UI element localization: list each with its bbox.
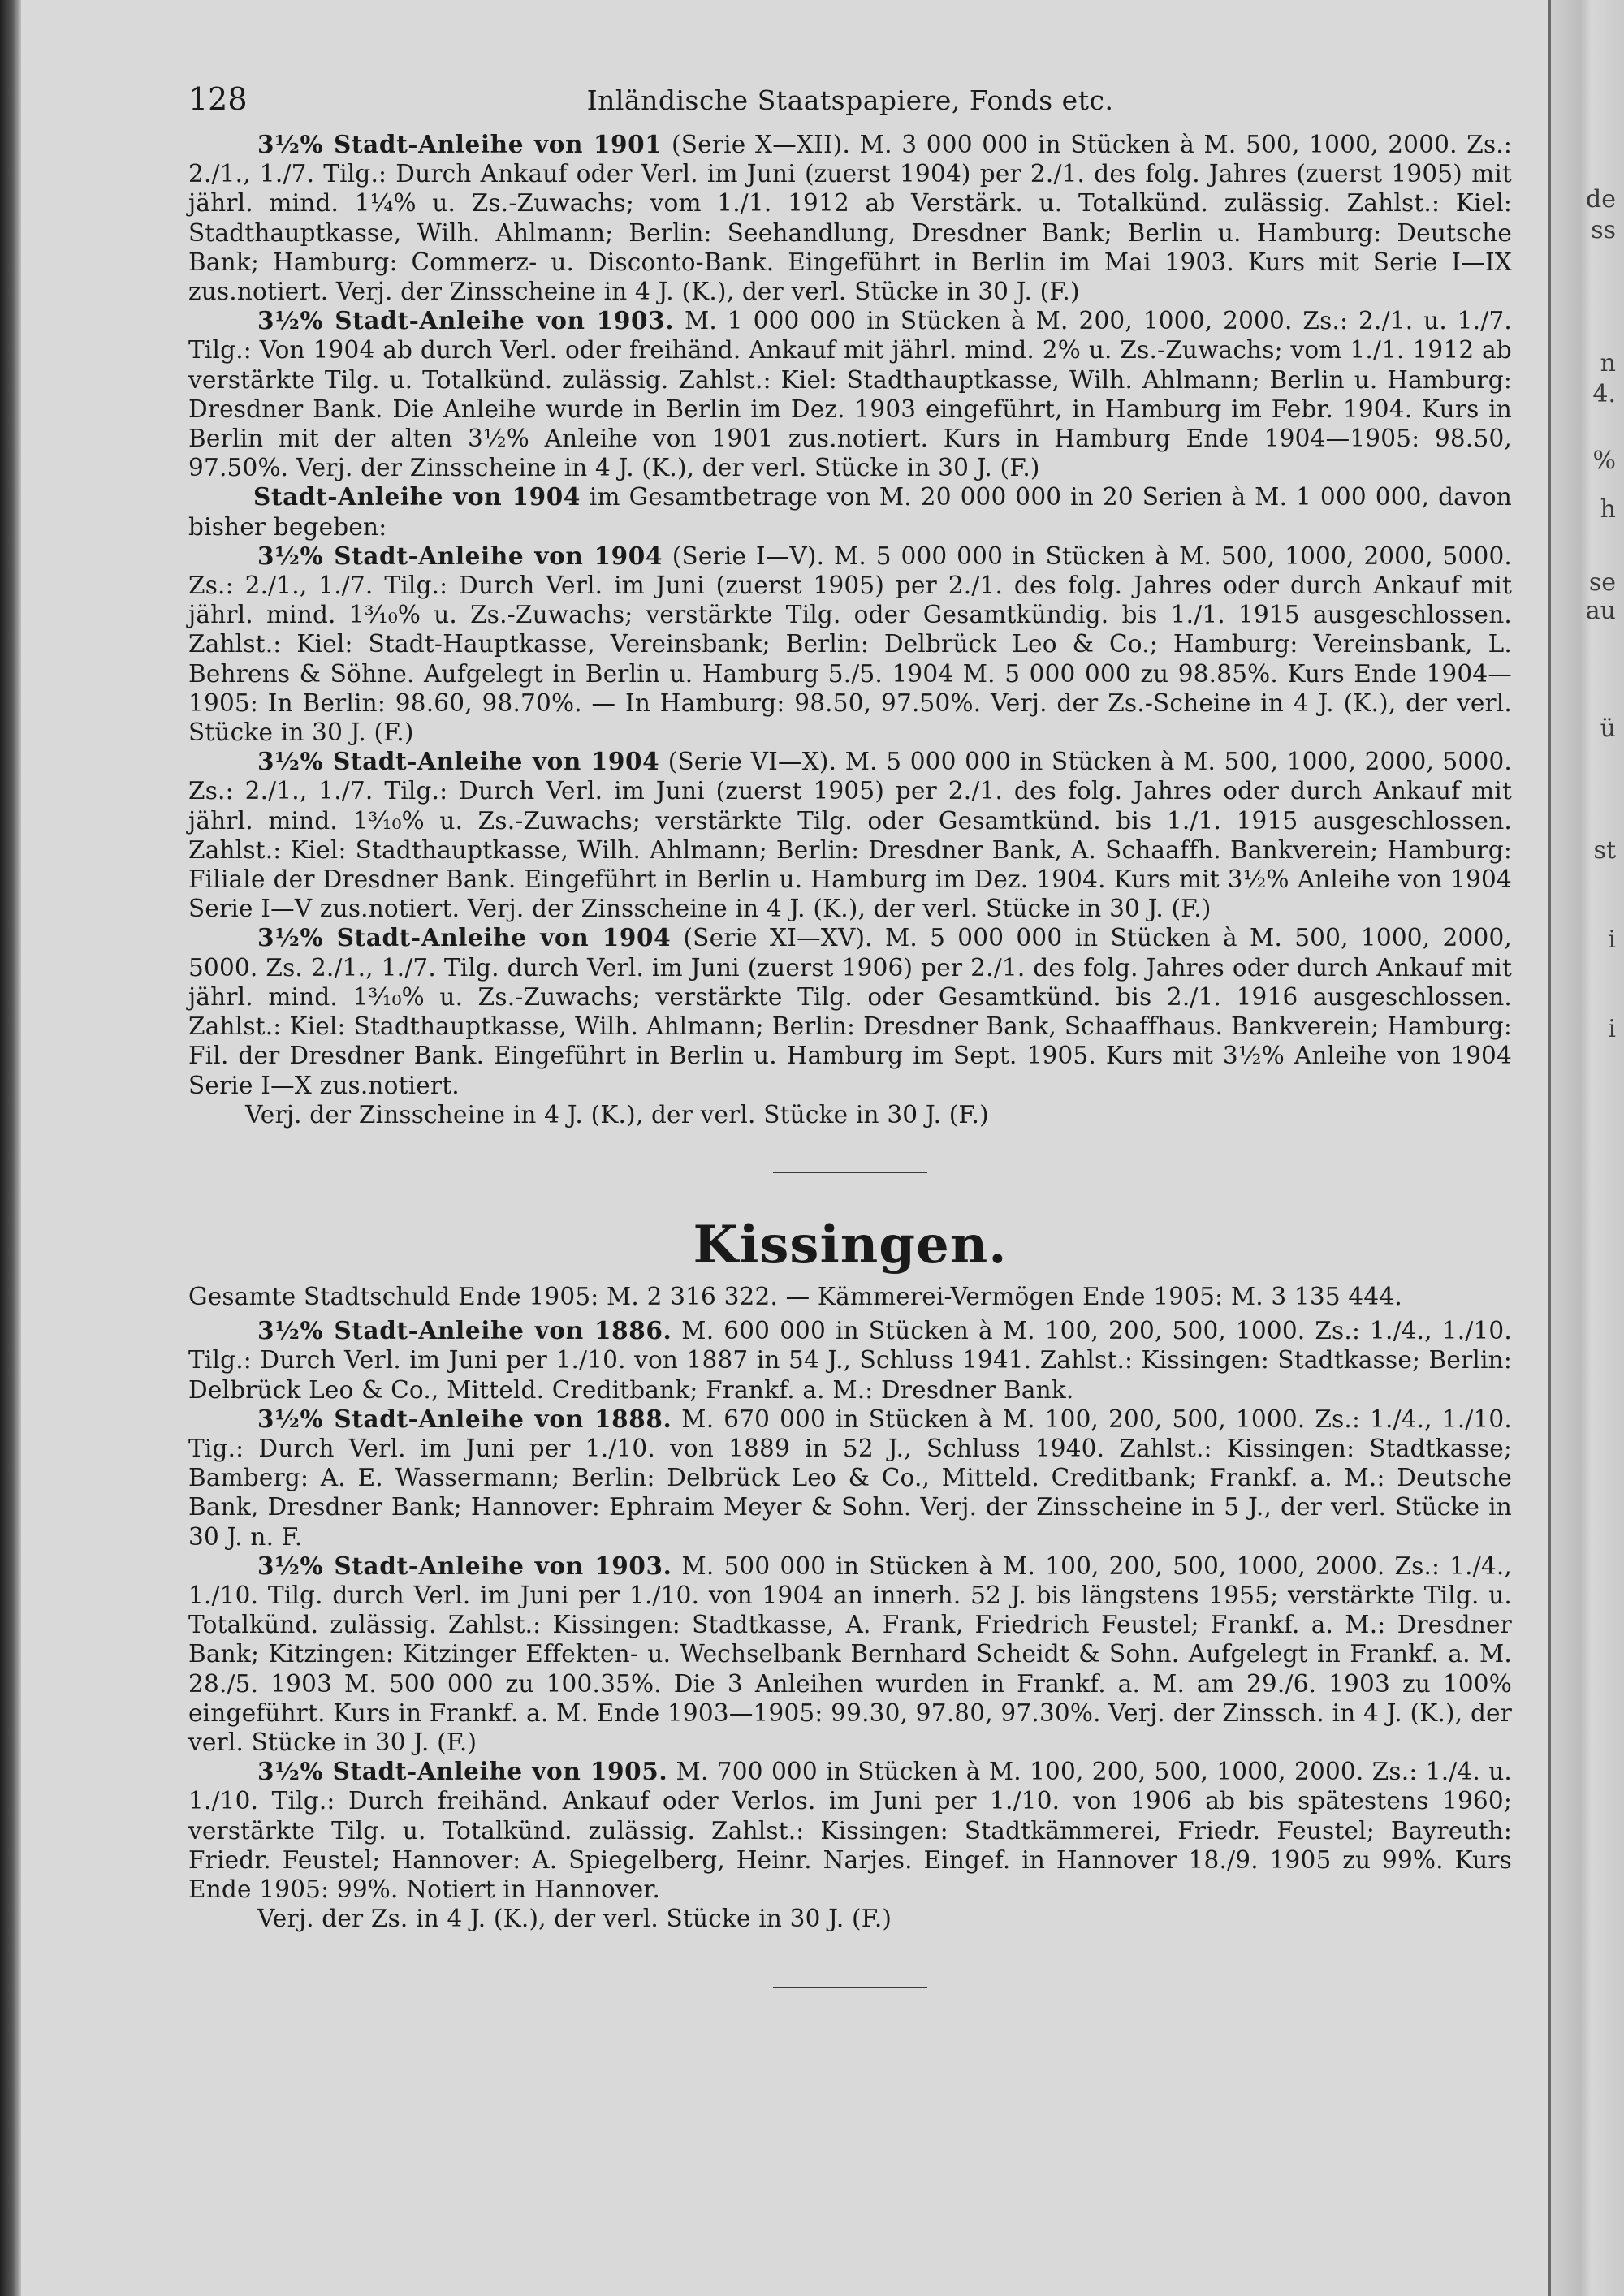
loan-entry — [188, 542, 1512, 747]
loan-entry — [188, 1757, 1512, 1904]
section-divider — [773, 1987, 927, 1988]
loan-details: (Serie X—XII). M. 3 000 000 in Stücken à M. 500, 1000, 2000. Zs.: 2./1., 1./7. Tilg.: Durch Ankauf oder Verl. im Juni (zuerst 1904) per 2./1. des folg. Jahres (zuerst 1905) mit jährl. mind. 1¼% u. Zs.-Zuwachs; vom 1./1. 1912 ab Verstärk. u. Totalkünd. zulässig. Zahlst.: Kiel: Stadthauptkasse, Wilh. Ahlmann; Berlin: Seehandlung, Dresdner Bank; Berlin u. Hamburg: Deutsche Bank; Hamburg: Commerz- u. Disconto-Bank. Eingeführt in Berlin im Mai 1903. Kurs mit Serie I—IX zus.notiert. Verj. der Zinsscheine in 4 J. (K.), der verl. Stücke in 30 J. (F.) — [188, 131, 1513, 306]
bleed-text: se — [1588, 568, 1616, 597]
loan-details: Verj. der Zs. in 4 J. (K.), der verl. Stücke in 30 J. (F.) — [257, 1905, 892, 1933]
running-head — [188, 81, 1512, 130]
loan-details: im Gesamtbetrage von M. 20 000 000 in 20 Serien à M. 1 000 000, davon bisher begeben: — [188, 483, 1512, 541]
loan-title: 3½% Stadt-Anleihe von 1905. — [257, 1757, 668, 1786]
scan-binding-edge — [0, 0, 21, 2296]
section-divider — [773, 1172, 927, 1173]
loan-entry — [188, 306, 1512, 482]
loan-details: (Serie VI—X). M. 5 000 000 in Stücken à M. 500, 1000, 2000, 5000. Zs.: 2./1., 1./7. Tilg.: Durch Verl. im Juni (zuerst 1905) per 2./1. des folg. Jahres oder durch Ankauf mit jährl. mind. 1³⁄₁₀% u. Zs.-Zuwachs; verstärkte Tilg. oder Gesamtkünd. bis 1./1. 1915 ausgeschlossen. Zahlst.: Kiel: Stadthauptkasse, Wilh. Ahlmann; Berlin: Dresdner Bank, A. Schaaffh. Bankverein; Hamburg: Filiale der Dresdner Bank. Eingeführt in Berlin u. Hamburg im Dez. 1904. Kurs mit 3½% Anleihe von 1904 Serie I—V zus.notiert. Verj. der Zinsscheine in 4 J. (K.), der verl. Stücke in 30 J. (F.) — [188, 748, 1512, 923]
bleed-text: i — [1608, 926, 1616, 954]
loan-entry — [188, 130, 1512, 306]
loan-entry — [188, 1552, 1512, 1757]
running-head-title: Inländische Staatspapiere, Fonds etc. — [586, 84, 1114, 116]
loan-title: 3½% Stadt-Anleihe von 1904 — [257, 541, 663, 570]
loan-title: 3½% Stadt-Anleihe von 1904 — [257, 923, 672, 952]
bleed-text: au — [1585, 597, 1616, 625]
loan-title: 3½% Stadt-Anleihe von 1903. — [257, 306, 675, 335]
bleed-text: ü — [1600, 714, 1616, 743]
page-number: 128 — [188, 81, 248, 117]
bleed-text: h — [1600, 495, 1616, 524]
loan-details: M. 600 000 in Stücken à M. 100, 200, 500, 1000. Zs.: 1./4., 1./10. Tilg.: Durch Verl. im Juni per 1./10. von 1887 in 54 J., Schluss 1941. Zahlst.: Kissingen: Stadtkasse; Berlin: Delbrück Leo & Co., Mitteld. Creditbank; Frankf. a. M.: Dresdner Bank. — [188, 1317, 1512, 1404]
section-title: Kissingen. — [693, 1214, 1008, 1275]
loan-details: M. 1 000 000 in Stücken à M. 200, 1000, 2000. Zs.: 2./1. u. 1./7. Tilg.: Von 1904 ab durch Verl. oder freihänd. Ankauf mit jährl. mind. 2% u. Zs.-Zuwachs; vom 1./1. 1912 ab verstärkte Tilg. u. Totalkünd. zulässig. Zahlst.: Kiel: Stadthauptkasse, Wilh. Ahlmann; Berlin u. Hamburg: Dresdner Bank. Die Anleihe wurde in Berlin im Dez. 1903 eingeführt, in Hamburg im Febr. 1904. Kurs in Berlin mit der alten 3½% Anleihe von 1901 zus.notiert. Kurs in Hamburg Ende 1904—1905: 98.50, 97.50%. Verj. der Zinsscheine in 4 J. (K.), der verl. Stücke in 30 J. (F.) — [188, 307, 1512, 482]
loan-title: 3½% Stadt-Anleihe von 1903. — [257, 1551, 672, 1580]
debt-summary: Gesamte Stadtschuld Ende 1905: M. 2 316 322. — Kämmerei-Vermögen Ende 1905: M. 3 135 444. — [188, 1282, 1402, 1310]
loan-entry — [188, 1316, 1512, 1405]
loan-details: Verj. der Zinsscheine in 4 J. (K.), der verl. Stücke in 30 J. (F.) — [245, 1100, 989, 1129]
loan-note — [188, 1100, 1512, 1129]
bleed-text: i — [1608, 1015, 1616, 1043]
loan-title: 3½% Stadt-Anleihe von 1886. — [257, 1316, 672, 1345]
loan-note — [188, 1904, 1512, 1933]
loan-entry — [188, 482, 1512, 541]
loan-details: M. 670 000 in Stücken à M. 100, 200, 500, 1000. Zs.: 1./4., 1./10. Tig.: Durch Verl. im Juni per 1./10. von 1889 in 52 J., Schluss 1940. Zahlst.: Kissingen: Stadtkasse; Bamberg: A. E. Wassermann; Berlin: Delbrück Leo & Co., Mitteld. Creditbank; Frankf. a. M.: Deutsche Bank, Dresdner Bank; Hannover: Ephraim Meyer & Sohn. Verj. der Zinsscheine in 5 J., der verl. Stücke in 30 J. n. F. — [188, 1405, 1512, 1551]
bleed-text: ss — [1591, 216, 1616, 244]
loan-details: M. 700 000 in Stücken à M. 100, 200, 500, 1000, 2000. Zs.: 1./4. u. 1./10. Tilg.: Durch freihänd. Ankauf oder Verlos. im Juni per 1./10. von 1906 ab bis spätestens 1960; verstärkte Tilg. u. Totalkünd. zulässig. Zahlst.: Kissingen: Stadtkämmerei, Friedr. Feustel; Bayreuth: Friedr. Feustel; Hannover: A. Spiegelberg, Heinr. Narjes. Eingef. in Hannover 18./9. 1905 zu 99%. Kurs Ende 1905: 99%. Notiert in Hannover. — [188, 1758, 1512, 1903]
kissingen-section — [188, 1214, 1512, 1933]
bleed-text: n — [1600, 349, 1616, 378]
loan-details: (Serie I—V). M. 5 000 000 in Stücken à M. 500, 1000, 2000, 5000. Zs.: 2./1., 1./7. Tilg.: Durch Verl. im Juni (zuerst 1905) per 2./1. des folg. Jahres oder durch Ankauf mit jährl. mind. 1³⁄₁₀% u. Zs.-Zuwachs; verstärkte Tilg. oder Gesamtkündig. bis 1./1. 1915 ausgeschlossen. Zahlst.: Kiel: Stadt-Hauptkasse, Vereinsbank; Berlin: Delbrück Leo & Co.; Hamburg: Vereinsbank, L. Behrens & Söhne. Aufgelegt in Berlin u. Hamburg 5./5. 1904 M. 5 000 000 zu 98.85%. Kurs Ende 1904—1905: In Berlin: 98.60, 98.70%. — In Hamburg: 98.50, 97.50%. Verj. der Zs.-Scheine in 4 J. (K.), der verl. Stücke in 30 J. (F.) — [188, 542, 1512, 747]
loan-title: Stadt-Anleihe von 1904 — [253, 482, 581, 511]
loan-title: 3½% Stadt-Anleihe von 1904 — [257, 747, 660, 776]
bleed-text: 4. — [1592, 380, 1616, 408]
scan-adjacent-page — [1548, 0, 1624, 2296]
loan-details: M. 500 000 in Stücken à M. 100, 200, 500, 1000, 2000. Zs.: 1./4., 1./10. Tilg. durch Verl. im Juni per 1./10. von 1904 an innerh. 52 J. bis längstens 1955; verstärkte Tilg. u. Totalkünd. zulässig. Zahlst.: Kissingen: Stadtkasse, A. Frank, Friedrich Feustel; Frankf. a. M.: Dresdner Bank; Kitzingen: Kitzinger Effekten- u. Wechselbank Bernhard Scheidt & Sohn. Aufgelegt in Frankf. a. M. 28./5. 1903 M. 500 000 zu 100.35%. Die 3 Anleihen wurden in Frankf. a. M. am 29./6. 1903 zu 100% eingeführt. Kurs in Frankf. a. M. Ende 1903—1905: 99.30, 97.80, 97.30%. Verj. der Zinssch. in 4 J. (K.), der verl. Stücke in 30 J. (F.) — [188, 1552, 1512, 1756]
bleed-text: st — [1593, 836, 1616, 865]
document-page — [188, 81, 1512, 1988]
loan-entry — [188, 923, 1512, 1099]
loan-title: 3½% Stadt-Anleihe von 1901 — [257, 130, 663, 158]
loan-title: 3½% Stadt-Anleihe von 1888. — [257, 1404, 672, 1433]
loan-details: (Serie XI—XV). M. 5 000 000 in Stücken à M. 500, 1000, 2000, 5000. Zs. 2./1., 1./7. Tilg. durch Verl. im Juni (zuerst 1906) per 2./1. des folg. Jahres oder durch Ankauf mit jährl. mind. 1³⁄₁₀% u. Zs.-Zuwachs; verstärkte Tilg. oder Gesamtkünd. bis 2./1. 1916 ausgeschlossen. Zahlst.: Kiel: Stadthauptkasse, Wilh. Ahlmann; Berlin: Dresdner Bank, Schaaffhaus. Bankverein; Hamburg: Fil. der Dresdner Bank. Eingeführt in Berlin u. Hamburg im Sept. 1905. Kurs mit 3½% Anleihe von 1904 Serie I—X zus.notiert. — [188, 924, 1512, 1099]
bleed-text: % — [1592, 447, 1616, 475]
loan-entry — [188, 1405, 1512, 1552]
kiel-loans-section — [188, 130, 1512, 1129]
bleed-text: de — [1586, 185, 1616, 214]
loan-entry — [188, 747, 1512, 923]
